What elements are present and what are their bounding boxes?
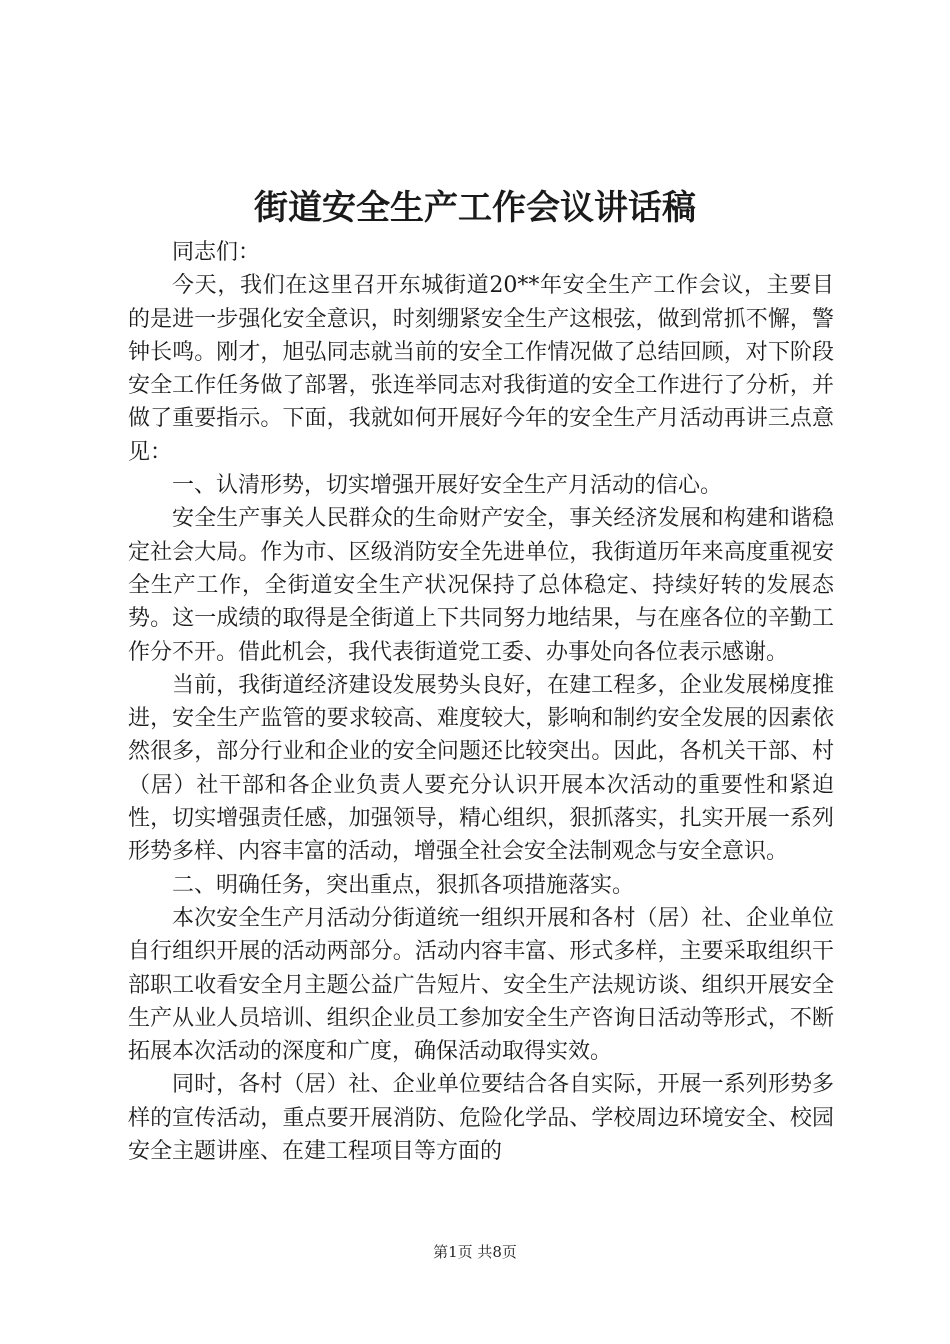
section-heading: 一、认清形势，切实增强开展好安全生产月活动的信心。	[172, 473, 723, 499]
section-heading: 二、明确任务，突出重点，狠抓各项措施落实。	[172, 872, 635, 898]
paragraph: 今天，我们在这里召开东城街道20**年安全生产工作会议，主要目的是进一步强化安全意识，时刻绷紧安全生产这根弦，做到常抓不懈，警钟长鸣。刚才，旭弘同志就当前的安全工作情况做了总结回顾，对下阶段安全工作任务做了部署，张连举同志对我街道的安全工作进行了分析，并做了重要指示。下面，我就如何开展好今年的安全生产月活动再讲三点意见：	[128, 273, 834, 465]
paragraph: 同时，各村（居）社、企业单位要结合各自实际，开展一系列形势多样的宣传活动，重点要开展消防、危险化学品、学校周边环境安全、校园安全主题讲座、在建工程项目等方面的	[128, 1072, 834, 1165]
page-title: 街道安全生产工作会议讲话稿	[254, 188, 696, 228]
page-footer: 第1页 共8页	[433, 1243, 517, 1261]
paragraph: 当前，我街道经济建设发展势头良好，在建工程多，企业发展梯度推进，安全生产监管的要求较高、难度较大，影响和制约安全发展的因素依然很多，部分行业和企业的安全问题还比较突出。因此，各机关干部、村（居）社干部和各企业负责人要充分认识开展本次活动的重要性和紧迫性，切实增强责任感，加强领导，精心组织，狠抓落实，扎实开展一系列形势多样、内容丰富的活动，增强全社会安全法制观念与安全意识。	[128, 672, 834, 865]
document-body	[128, 236, 834, 1168]
paragraph: 本次安全生产月活动分街道统一组织开展和各村（居）社、企业单位自行组织开展的活动两部分。活动内容丰富、形式多样，主要采取组织干部职工收看安全月主题公益广告短片、安全生产法规访谈、组织开展安全生产从业人员培训、组织企业员工参加安全生产咨询日活动等形式，不断拓展本次活动的深度和广度，确保活动取得实效。	[128, 905, 834, 1065]
paragraph: 安全生产事关人民群众的生命财产安全，事关经济发展和构建和谐稳定社会大局。作为市、区级消防安全先进单位，我街道历年来高度重视安全生产工作，全街道安全生产状况保持了总体稳定、持续好转的发展态势。这一成绩的取得是全街道上下共同努力地结果，与在座各位的辛勤工作分不开。借此机会，我代表街道党工委、办事处向各位表示感谢。	[128, 506, 834, 665]
paragraph-salutation: 同志们：	[172, 240, 261, 265]
